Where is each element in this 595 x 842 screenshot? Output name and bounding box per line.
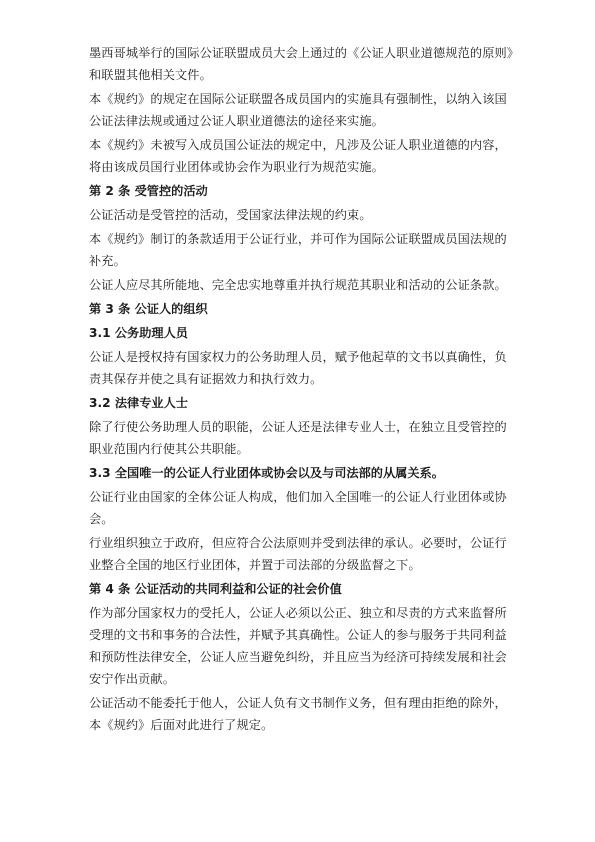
paragraph: 公证活动是受管控的活动，受国家法律法规的约束。: [89, 208, 372, 222]
paragraph: 公证人是授权持有国家权力的公务助理人员，赋予他起草的文书以真确性，负责其保存并使之具有证据效力和执行效力。: [89, 350, 507, 386]
article-heading: 第 2 条 受管控的活动: [89, 184, 208, 198]
section-heading: 3.3 全国唯一的公证人行业团体或协会以及与司法部的从属关系。: [89, 466, 444, 480]
paragraph: 作为部分国家权力的受托人，公证人必须以公正、独立和尽责的方式来监督所受理的文书和事务的合法性，并赋予其真确性。公证人的参与服务于共同利益和预防性法律安全，公证人应当避免纠纷，并且应当为经济可持续发展和社会安宁作出贡献。: [89, 606, 507, 686]
paragraph: 公证行业由国家的全体公证人构成，他们加入全国唯一的公证人行业团体或协会。: [89, 490, 507, 526]
article-heading: 第 4 条 公证活动的共同利益和公证的社会价值: [89, 582, 342, 596]
paragraph: 除了行使公务助理人员的职能，公证人还是法律专业人士，在独立且受管控的职业范围内行使其公共职能。: [89, 420, 507, 456]
paragraph: 行业组织独立于政府，但应符合公法原则并受到法律的承认。必要时，公证行业整合全国的地区行业团体，并置于司法部的分级监督之下。: [89, 536, 507, 572]
paragraph: 墨西哥城举行的国际公证联盟成员大会上通过的《公证人职业道德规范的原则》和联盟其他相关文件。: [89, 46, 513, 82]
paragraph: 本《规约》的规定在国际公证联盟各成员国内的实施具有强制性，以纳入该国公证法律法规或通过公证人职业道德法的途径来实施。: [89, 92, 507, 128]
paragraph: 本《规约》未被写入成员国公证法的规定中，凡涉及公证人职业道德的内容，将由该成员国行业团体或协会作为职业行为规范实施。: [89, 138, 507, 174]
section-heading: 3.2 法律专业人士: [89, 396, 188, 410]
paragraph: 公证活动不能委托于他人，公证人负有文书制作义务，但有理由拒绝的除外，本《规约》后面对此进行了规定。: [89, 696, 507, 732]
section-heading: 3.1 公务助理人员: [89, 326, 188, 340]
paragraph: 本《规约》制订的条款适用于公证行业，并可作为国际公证联盟成员国法规的补充。: [89, 232, 507, 268]
paragraph: 公证人应尽其所能地、完全忠实地尊重并执行规范其职业和活动的公证条款。: [89, 278, 507, 292]
article-heading: 第 3 条 公证人的组织: [89, 302, 208, 316]
document-body: [89, 42, 519, 736]
